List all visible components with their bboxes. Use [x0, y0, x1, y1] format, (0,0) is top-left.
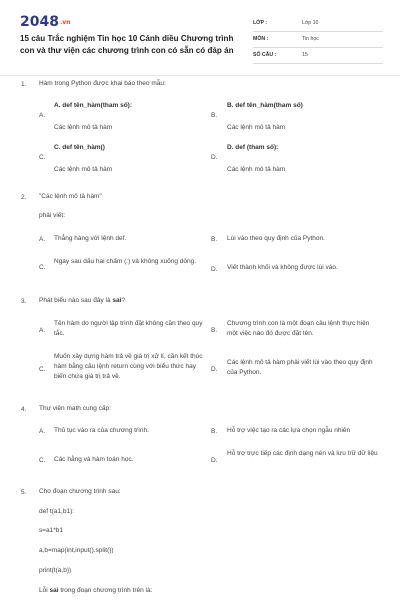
option-c-line2[interactable]: Các lệnh mô tả hàm	[54, 166, 113, 173]
option-c-text[interactable]: Các hằng và hàm toán học.	[54, 456, 134, 463]
page-header	[20, 14, 382, 74]
meta-table	[253, 16, 383, 64]
option-b-text[interactable]: Hỗ trợ việc tạo ra các lựa chọn ngẫu nhiên	[227, 427, 351, 434]
option-label[interactable]: A.	[39, 112, 46, 119]
page-title: 15 câu Trắc nghiệm Tin học 10 Cánh diều Chương trình con và thư viện các chương trình con có sẵn có đáp án	[20, 34, 234, 55]
option-label[interactable]: C.	[39, 366, 46, 373]
option-d-text[interactable]: Viết thành khối và không được lùi vào.	[227, 264, 338, 271]
option-c-text[interactable]: Muốn xây dựng hàm trả về giá trị xử lí, cần kết thúc hàm bằng câu lệnh return cùng với biểu thức hay biến chứa giá trị trả về.	[54, 353, 203, 380]
question-text: Hàm trong Python được khai báo theo mẫu:	[39, 80, 166, 87]
question-text: Cho đoạn chương trình sau:	[39, 488, 121, 495]
option-label[interactable]: B.	[211, 428, 218, 435]
question-footer-text: Lỗi sai trong đoạn chương trình trên là:	[39, 587, 153, 594]
option-label[interactable]: D.	[211, 366, 218, 373]
code-line: a,b=map(int,input().split())	[39, 547, 114, 554]
option-d-line2[interactable]: Các lệnh mô tả hàm	[227, 166, 286, 173]
code-line: print(t(a,b))	[39, 567, 72, 574]
option-label[interactable]: C.	[39, 264, 46, 271]
question-number: 3.	[21, 298, 27, 305]
option-d-text[interactable]: Hỗ trợ trực tiếp các định dạng nén và lưu trữ dữ liệu	[227, 450, 378, 457]
option-b-text[interactable]: Chương trình con là một đoạn câu lệnh thực hiện một việc nào đó được đặt tên.	[227, 320, 370, 337]
option-c-text[interactable]: Ngay sau dấu hai chấm (:) và không xuống dòng.	[54, 258, 197, 265]
option-label[interactable]: D.	[211, 457, 218, 464]
option-a-text[interactable]: Thủ tục vào ra của chương trình.	[54, 427, 149, 434]
option-a-text[interactable]: Tên hàm do người lập trình đặt không cần theo quy tắc.	[54, 320, 203, 337]
option-label[interactable]: A.	[39, 428, 46, 435]
question-text: Phát biểu nào sau đây là sai?	[39, 297, 126, 304]
option-b-text[interactable]: Lùi vào theo quy định của Python.	[227, 235, 325, 242]
option-b-line2[interactable]: Các lệnh mô tả hàm	[227, 124, 286, 131]
meta-row-count: SỐ CÂU : 15	[253, 48, 383, 64]
question-text: Thư viện math cung cấp:	[39, 405, 111, 412]
option-label[interactable]: B.	[211, 327, 218, 334]
question-subtext: phải viết:	[39, 212, 66, 219]
header-divider	[0, 75, 400, 76]
option-label[interactable]: D.	[211, 266, 218, 273]
option-b-line1[interactable]: B. def tên_hàm(tham số)	[227, 102, 303, 109]
option-label[interactable]: A.	[39, 236, 46, 243]
question-number: 2.	[21, 194, 27, 201]
question-number: 5.	[21, 489, 27, 496]
option-d-text[interactable]: Các lệnh mô tả hàm phải viết lùi vào theo quy định của Python.	[227, 359, 373, 376]
option-label[interactable]: D.	[211, 154, 218, 161]
meta-row-subject: MÔN : Tin học	[253, 32, 383, 48]
code-line: def t(a1,b1):	[39, 508, 75, 515]
question-text: "Các lệnh mô tả hàm"	[39, 193, 102, 200]
option-c-line1[interactable]: C. def tên_hàm()	[54, 144, 105, 151]
site-logo[interactable]: 2048.vn	[20, 14, 71, 30]
option-d-line1[interactable]: D. def (tham số):	[227, 144, 279, 151]
option-label[interactable]: B.	[211, 236, 218, 243]
code-line: s=a1*b1	[39, 527, 64, 534]
option-a-line2[interactable]: Các lệnh mô tả hàm	[54, 124, 113, 131]
question-number: 4.	[21, 406, 27, 413]
option-label[interactable]: A.	[39, 327, 46, 334]
option-a-line1[interactable]: A. def tên_hàm(tham số):	[54, 102, 133, 109]
option-a-text[interactable]: Thẳng hàng với lệnh def.	[54, 235, 127, 242]
option-label[interactable]: C.	[39, 154, 46, 161]
option-label[interactable]: C.	[39, 457, 46, 464]
option-label[interactable]: B.	[211, 112, 218, 119]
question-number: 1.	[21, 81, 27, 88]
meta-row-class: LỚP : Lớp 10	[253, 16, 383, 32]
